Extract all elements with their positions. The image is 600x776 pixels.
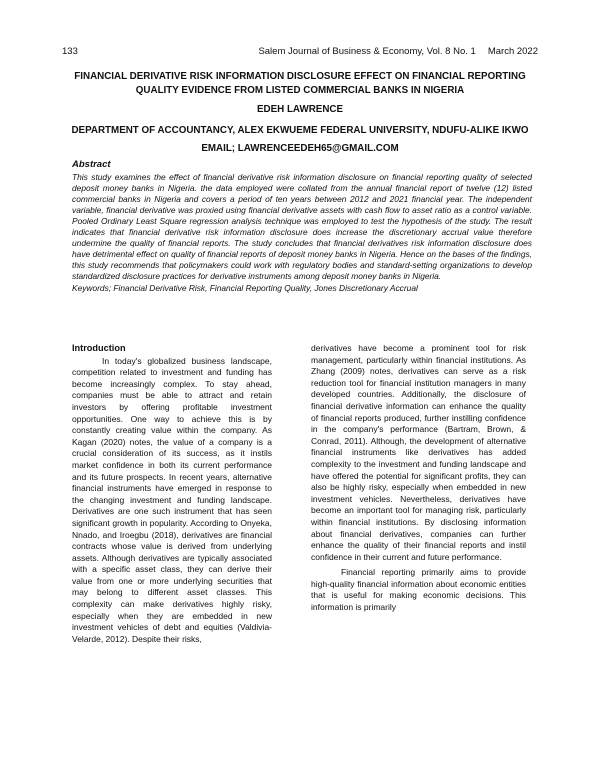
section-heading-introduction: Introduction [72, 343, 126, 353]
page-number: 133 [62, 46, 78, 57]
journal-name: Salem Journal of Business & Economy, Vol. 8 No. 1 [258, 46, 476, 57]
abstract-heading: Abstract [72, 159, 111, 170]
author-email: EMAIL; LAWRENCEEDEH65@GMAIL.COM [201, 143, 399, 154]
right-column [311, 343, 526, 614]
issue-date: March 2022 [487, 46, 538, 57]
author-affiliation: DEPARTMENT OF ACCOUNTANCY, ALEX EKWUEME FEDERAL UNIVERSITY, NDUFU-ALIKE IKWO [71, 125, 529, 136]
running-header [62, 46, 538, 57]
intro-paragraph-1: In today's globalized business landscape, competition related to investment and funding has become increasingly complex. To stay ahead, companies must be able to attract and retain investors by offering profitable investment opportunities. One way to achieve this is by constantly creating value within the company. As Kagan (2020) notes, the value of a company is a crucial consideration of its success, as it instils market confidence in both its current performance and its future prospects. In recent years, alternative financial instruments have emerged in response to the changing investment and funding landscape. Derivatives are one such instrument that has seen significant growth in popularity. According to Onyeka, Nnado, and Iroegbu (2018), derivatives are financial contracts whose value is derived from underlying assets. Although derivatives are typically associated with a specific asset class, they can derive their value from one or more underlying securities that may belong to different asset classes. This complexity can make derivatives highly risky, especially when they are embedded in new investment vehicles of debt and equities (Valdivia-Velarde, 2012). Despite their risks, [72, 355, 272, 644]
paper-title-line-1: FINANCIAL DERIVATIVE RISK INFORMATION DISCLOSURE EFFECT ON FINANCIAL REPORTING [74, 71, 526, 82]
left-column [72, 343, 272, 645]
title-block [66, 70, 534, 156]
abstract [72, 159, 532, 294]
author-name: EDEH LAWRENCE [257, 104, 343, 115]
intro-paragraph-2: derivatives have become a prominent tool for risk management, particularly within financial institutions. As Zhang (2009) notes, derivatives can serve as a risk reduction tool for financial institution managers in many developed countries. Additionally, the disclosure of financial derivative information can enhance the quality of financial reports produced, further instilling confidence in the company's performance (Bartram, Brown, & Conrad, 2011). Although, the development of alternative financial instruments like derivatives has added complexity to the investment and funding landscape and have offered the potential for significant profits, they can also be highly risky, especially when embedded in new investment vehicles. Nevertheless, derivatives have become an important tool for managing risk, particularly within financial institutions. By disclosing information about financial derivatives, companies can further enhance the quality of their financial reports and instil confidence in their current and future performance. [311, 343, 526, 562]
intro-paragraph-3: Financial reporting primarily aims to provide high-quality financial information about economic entities that is useful for making economic decisions. This information is primarily [311, 567, 526, 613]
keywords: Keywords; Financial Derivative Risk, Financial Reporting Quality, Jones Discretionary Accrual [72, 282, 418, 293]
paper-title-line-2: QUALITY EVIDENCE FROM LISTED COMMERCIAL BANKS IN NIGERIA [135, 85, 465, 96]
abstract-body: This study examines the effect of financial derivative risk information disclosure on financial reporting quality of selected deposit money banks in Nigeria. the data employed were collated from the annual financial report of twelve (12) listed commercial banks in Nigeria and covers a period of ten years between 2012 and 2021 financial year. The independent variable, financial derivative was proxied using financial derivative assets with cash flow to asset ratio as a control variable. Pooled Ordinary Least Square regression analysis technique was employed to test the hypothesis of the study. The result indicates that financial derivative risk information disclosure does increase the discretionary accrual value therefore undermine the quality of financial reports. The study concludes that financial derivatives risk information disclosure does have detrimental effect on quality of financial reports of deposit money banks in Nigeria. Hence on the bases of the findings, this study recommends that policymakers could work with regulatory bodies and standard-setting organizations to develop standardized disclosure practices for derivative instruments among deposit money banks in Nigeria. [72, 172, 532, 282]
